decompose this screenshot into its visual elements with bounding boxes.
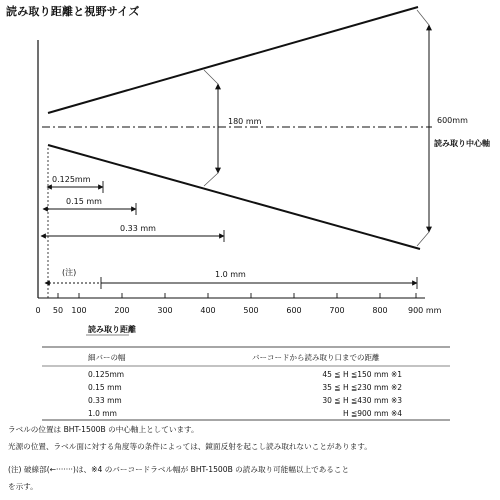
page-title: 読み取り距離と視野サイズ — [6, 5, 140, 18]
note-1: ラベルの位置は BHT-1500B の中心軸上としています。 — [8, 425, 199, 434]
x-tick-label: 300 — [157, 306, 173, 315]
x-axis-label: 読み取り距離 — [88, 325, 136, 334]
x-tick-label: 100 — [71, 306, 87, 315]
dim-1000-label: 1.0 mm — [215, 270, 246, 279]
table-row-1-distance: 45 ≦ H ≦150 mm ※1 — [322, 370, 402, 379]
dim-180-guide-bottom — [204, 173, 218, 186]
width-0125-label: 0.125mm — [52, 175, 91, 184]
note-2: 光源の位置、ラベル面に対する角度等の条件によっては、鏡面反射を起こし読み取れないことがあります。 — [8, 442, 372, 451]
x-tick-label: 800 — [372, 306, 388, 315]
width-015-label: 0.15 mm — [66, 197, 102, 206]
table-row-4-width: 1.0 mm — [88, 409, 117, 418]
note-mark: (注) — [62, 268, 77, 277]
dim-180-guide-top — [204, 70, 218, 84]
x-tick-label: 900 mm — [408, 306, 442, 315]
dim-180-label: 180 mm — [228, 117, 262, 126]
fov-upper-line — [48, 7, 418, 113]
fov-lower-line — [48, 145, 420, 249]
x-tick-label: 400 — [200, 306, 216, 315]
table-header-width: 細バーの幅 — [88, 353, 126, 362]
table-header-distance: バーコードから読み取り口までの距離 — [252, 353, 380, 362]
table-row-3-distance: 30 ≦ H ≦430 mm ※3 — [322, 396, 402, 405]
x-tick-label: 50 — [52, 306, 64, 315]
x-tick-label: 500 — [243, 306, 259, 315]
note-3: (注) 破線部(←·······)は、※4 のバーコードラベル幅が BHT-1500B の読み取り可能幅以上であること — [8, 465, 350, 474]
width-033-label: 0.33 mm — [120, 224, 156, 233]
x-tick-label: 0 — [35, 306, 41, 315]
dim-600-label: 600mm — [437, 116, 468, 125]
table-row-2-width: 0.15 mm — [88, 383, 122, 392]
table-row-2-distance: 35 ≦ H ≦230 mm ※2 — [322, 383, 402, 392]
x-tick-label: 700 — [329, 306, 345, 315]
table-row-1-width: 0.125mm — [88, 370, 125, 379]
table-row-4-distance: H ≦900 mm ※4 — [342, 409, 402, 418]
dim-600-guide-bottom — [417, 232, 429, 246]
center-axis-label: 読み取り中心軸 — [434, 139, 490, 148]
note-4: を示す。 — [8, 482, 38, 491]
dim-600-guide-top — [417, 10, 429, 25]
x-axis-ticks — [35, 293, 441, 315]
x-tick-label: 600 — [286, 306, 302, 315]
x-tick-label: 200 — [114, 306, 130, 315]
table-row-3-width: 0.33 mm — [88, 396, 122, 405]
